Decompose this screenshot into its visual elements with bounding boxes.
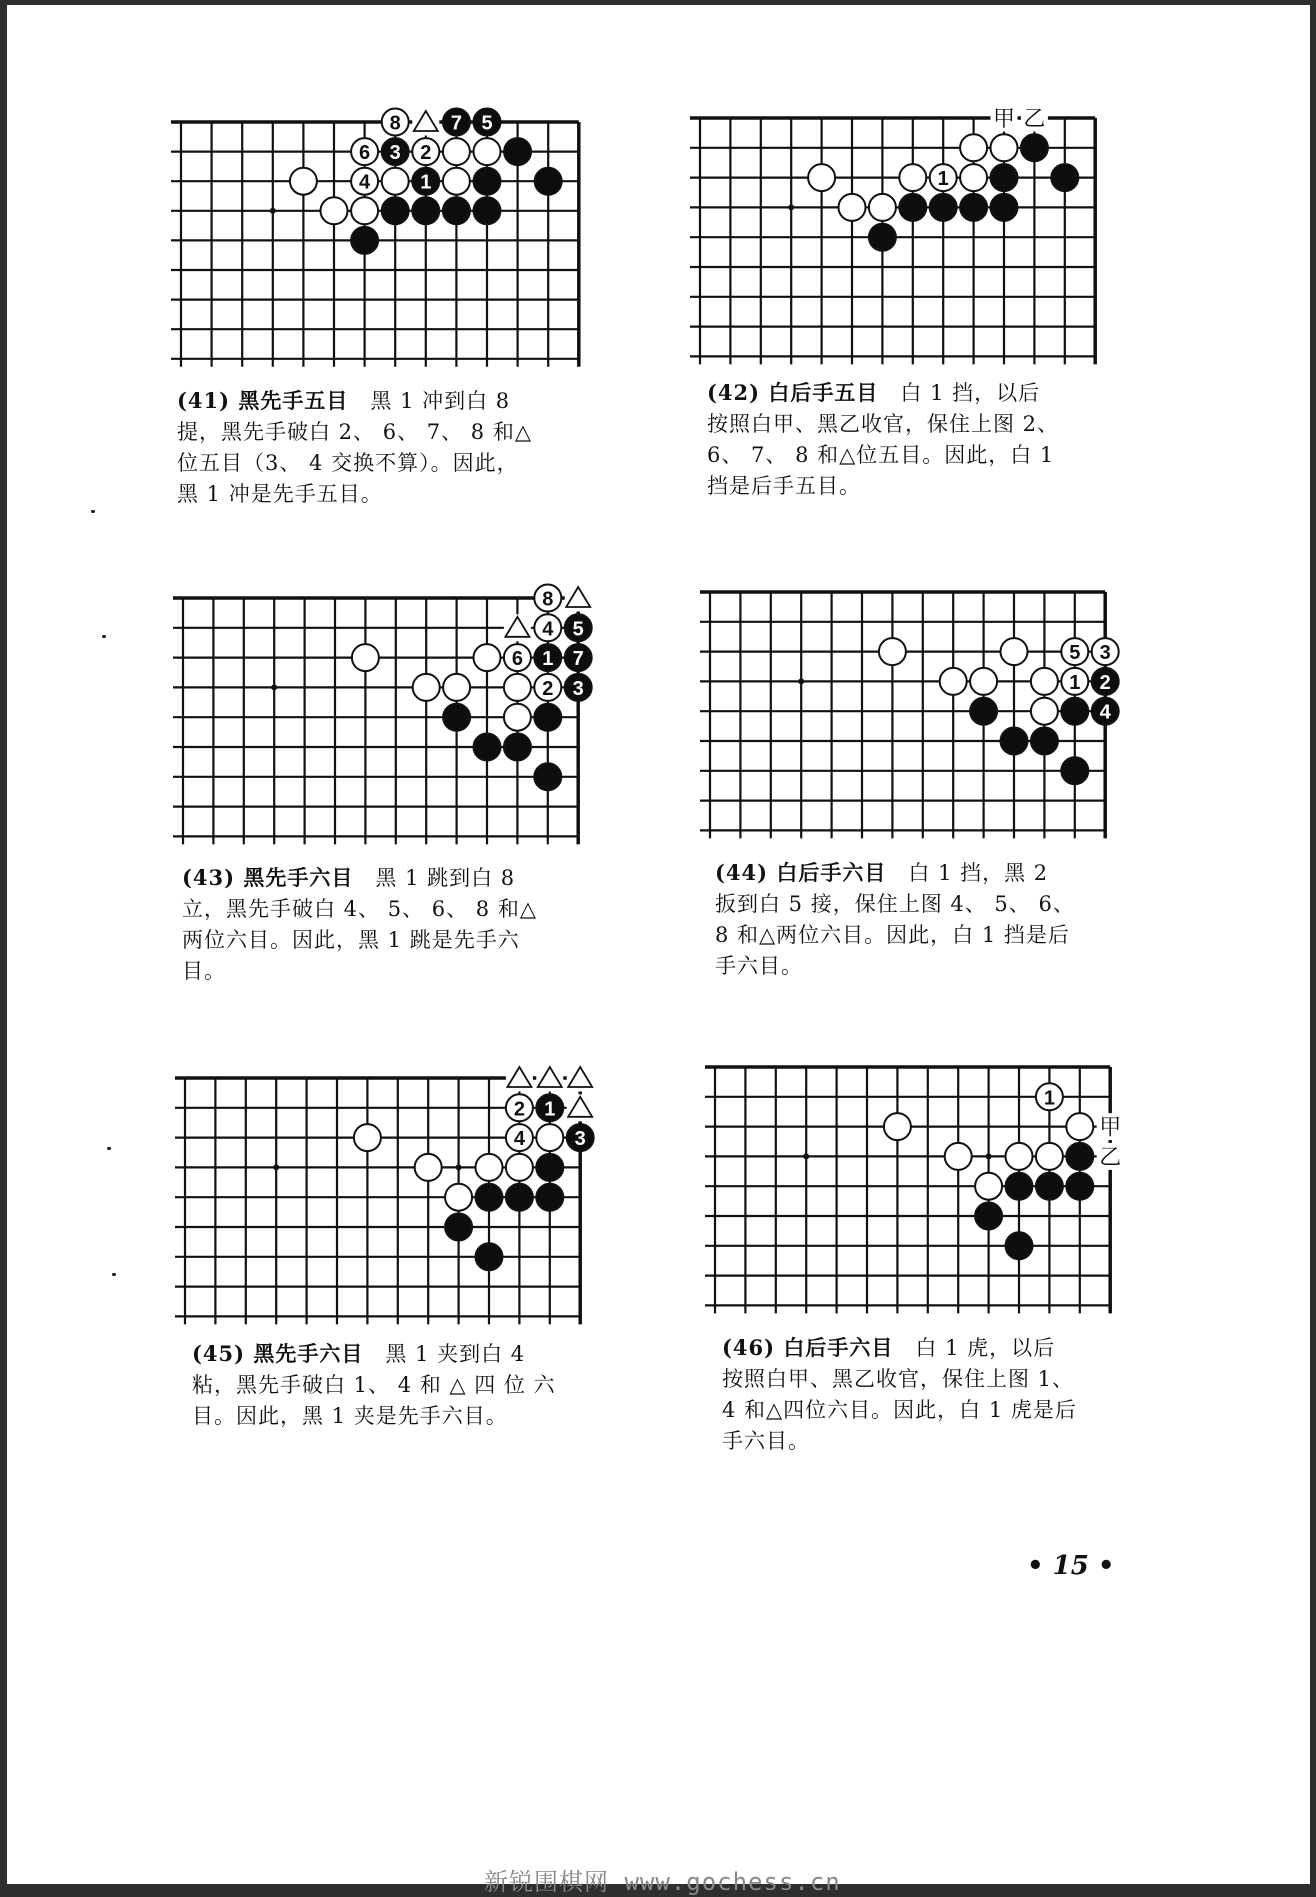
black-stone <box>1006 1232 1033 1259</box>
svg-text:6: 6 <box>359 142 371 165</box>
white-stone <box>884 1113 911 1140</box>
scan-speck <box>91 510 95 513</box>
black-stone <box>1066 1143 1093 1170</box>
caption-line: 目。因此，黑 1 夹是先手六目。 <box>192 1404 508 1428</box>
svg-text:1: 1 <box>420 171 432 194</box>
go-board-diagram <box>7 5 1207 1405</box>
svg-text:2: 2 <box>513 1098 525 1121</box>
scan-speck <box>102 635 106 638</box>
white-stone <box>945 1143 972 1170</box>
svg-text:乙: 乙 <box>1023 107 1046 132</box>
caption-line: 黑 1 跳到白 8 <box>353 866 516 890</box>
caption-line: 目。 <box>182 959 226 983</box>
svg-text:8: 8 <box>389 112 401 135</box>
caption-line: 白 1 虎，以后 <box>893 1336 1056 1360</box>
caption-title: (44) 白后手六目 <box>715 860 887 885</box>
svg-text:1: 1 <box>1069 671 1081 694</box>
white-stone <box>1036 1083 1063 1110</box>
svg-text:7: 7 <box>450 112 462 135</box>
caption-line: 粘，黑先手破白 1、 4 和 △ 四 位 六 <box>192 1373 556 1397</box>
svg-text:5: 5 <box>572 618 584 641</box>
svg-text:8: 8 <box>542 588 554 611</box>
watermark: 新锐围棋网 www.gochess.cn <box>484 1868 841 1896</box>
black-stone <box>1036 1173 1063 1200</box>
svg-text:甲: 甲 <box>992 107 1016 132</box>
white-stone <box>1006 1143 1033 1170</box>
caption-line: 黑 1 冲到白 8 <box>348 389 511 413</box>
black-stone <box>975 1203 1002 1230</box>
svg-text:1: 1 <box>937 168 949 191</box>
caption-title: (46) 白后手六目 <box>722 1335 894 1360</box>
caption-line: 位五目（3、 4 交换不算）。因此， <box>177 451 519 475</box>
caption-title: (43) 黑先手六目 <box>182 865 354 890</box>
caption-line: 6、 7、 8 和△位五目。因此，白 1 <box>707 443 1055 467</box>
svg-text:4: 4 <box>513 1128 525 1151</box>
caption-line: 立，黑先手破白 4、 5、 6、 8 和△ <box>182 897 537 921</box>
caption-title: (45) 黑先手六目 <box>192 1341 364 1366</box>
caption-line: 黑 1 冲是先手五目。 <box>177 482 383 506</box>
caption-line: 8 和△两位六目。因此，白 1 挡是后 <box>715 923 1070 947</box>
book-page <box>7 5 1310 1896</box>
svg-text:4: 4 <box>1099 701 1111 724</box>
point-label <box>1097 1143 1124 1171</box>
point-label <box>1097 1113 1124 1141</box>
svg-text:5: 5 <box>481 112 493 135</box>
svg-text:4: 4 <box>359 171 371 194</box>
black-stone <box>1066 1173 1093 1200</box>
caption-title: (41) 黑先手五目 <box>177 388 349 413</box>
caption-line: 白 1 挡，黑 2 <box>886 861 1049 885</box>
caption-line: 两位六目。因此，黑 1 跳是先手六 <box>182 928 520 952</box>
white-stone <box>1066 1113 1093 1140</box>
svg-text:3: 3 <box>574 1128 586 1151</box>
svg-text:3: 3 <box>572 677 584 700</box>
svg-text:2: 2 <box>542 677 554 700</box>
caption-line: 按照白甲、黑乙收官，保住上图 1、 <box>722 1367 1075 1391</box>
black-stone <box>1006 1173 1033 1200</box>
caption-line: 手六目。 <box>715 954 803 978</box>
svg-text:1: 1 <box>542 648 554 671</box>
scan-speck <box>107 1147 111 1150</box>
svg-text:7: 7 <box>572 648 584 671</box>
caption-title: (42) 白后手五目 <box>707 380 879 405</box>
svg-text:2: 2 <box>420 142 432 165</box>
svg-text:1: 1 <box>544 1098 556 1121</box>
caption-line: 提，黑先手破白 2、 6、 7、 8 和△ <box>177 420 532 444</box>
caption-line: 扳到白 5 接，保住上图 4、 5、 6、 <box>715 892 1075 916</box>
svg-text:6: 6 <box>511 648 523 671</box>
svg-text:1: 1 <box>1043 1087 1055 1110</box>
svg-text:3: 3 <box>1099 642 1111 665</box>
white-stone <box>1036 1143 1063 1170</box>
white-stone <box>975 1173 1002 1200</box>
svg-text:甲: 甲 <box>1099 1115 1122 1141</box>
caption-line: 挡是后手五目。 <box>707 474 861 498</box>
caption <box>722 1332 1162 1457</box>
caption-line: 手六目。 <box>722 1429 810 1453</box>
caption-line: 按照白甲、黑乙收官，保住上图 2、 <box>707 412 1060 436</box>
caption-line: 4 和△四位六目。因此，白 1 虎是后 <box>722 1398 1077 1422</box>
caption-line: 白 1 挡，以后 <box>878 381 1041 405</box>
scan-speck <box>112 1273 116 1276</box>
caption-line: 黑 1 夹到白 4 <box>363 1342 526 1366</box>
svg-text:4: 4 <box>542 618 554 641</box>
svg-text:2: 2 <box>1099 671 1111 694</box>
svg-text:乙: 乙 <box>1099 1145 1122 1171</box>
page-number: • 15 • <box>1027 1551 1115 1581</box>
svg-text:5: 5 <box>1069 642 1081 665</box>
svg-text:3: 3 <box>389 142 401 165</box>
